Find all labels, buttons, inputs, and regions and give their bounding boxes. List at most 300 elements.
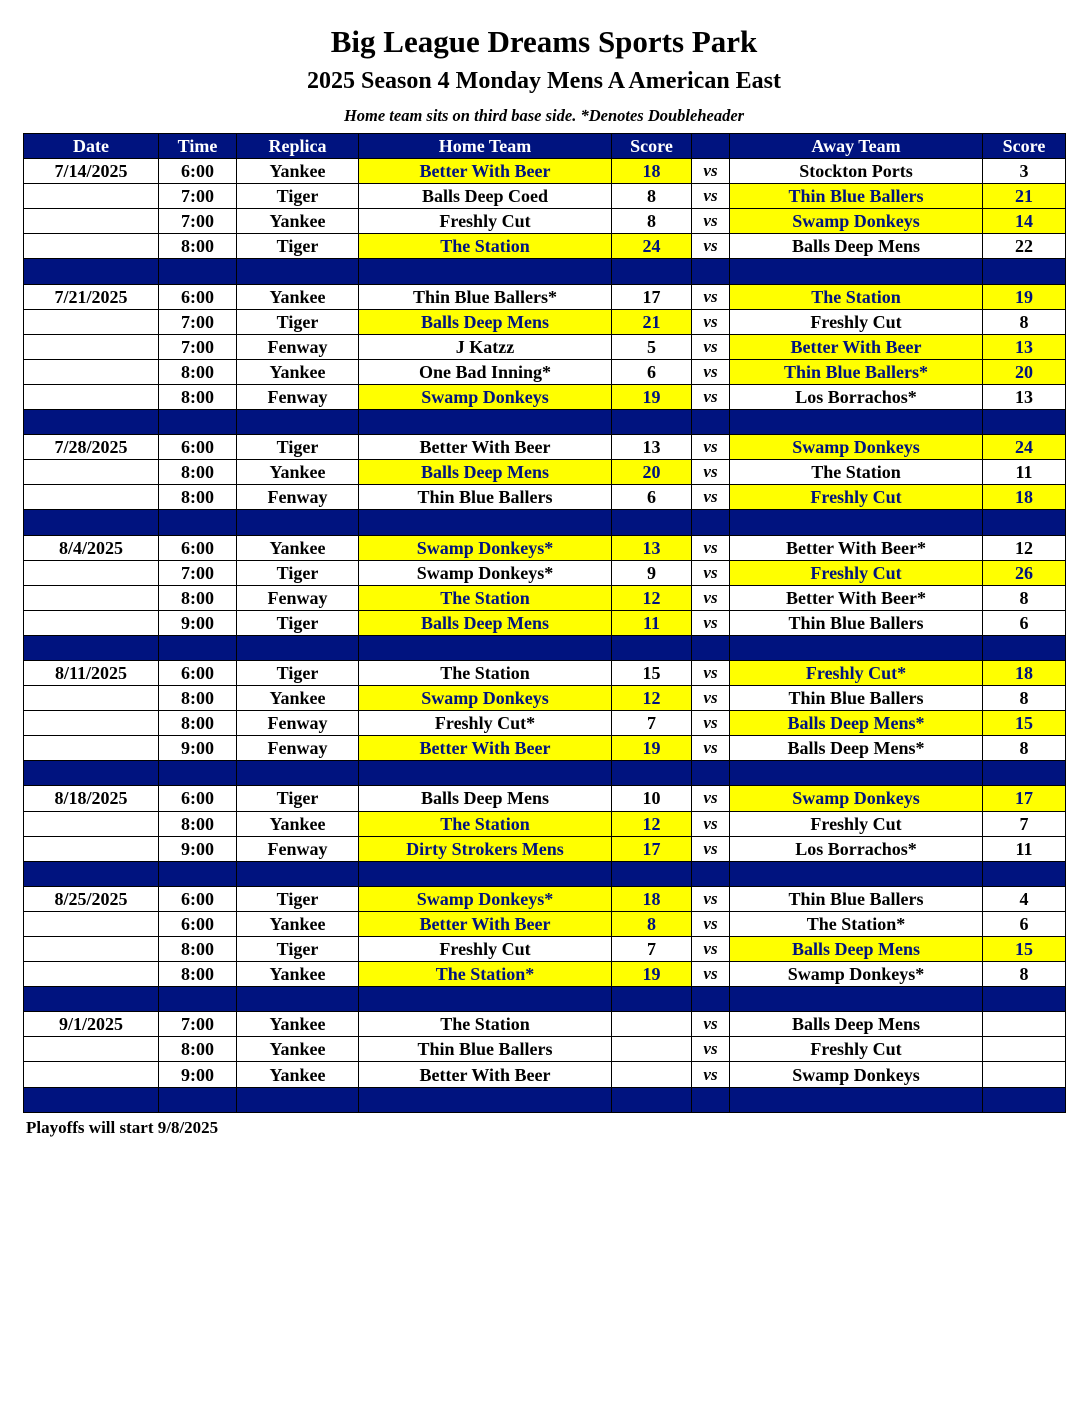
time-cell: 9:00	[159, 610, 237, 635]
replica-cell: Fenway	[237, 836, 359, 861]
replica-cell: Tiger	[237, 435, 359, 460]
table-row	[24, 585, 1066, 610]
table-row	[24, 535, 1066, 560]
vs-cell: vs	[692, 736, 730, 761]
separator-cell	[612, 861, 692, 886]
date-cell	[24, 460, 159, 485]
table-row	[24, 384, 1066, 409]
away-team-cell: Balls Deep Mens*	[730, 711, 983, 736]
vs-cell: vs	[692, 485, 730, 510]
separator-cell	[237, 987, 359, 1012]
away-score-cell: 8	[983, 736, 1066, 761]
separator-cell	[24, 987, 159, 1012]
away-team-cell: Los Borrachos*	[730, 384, 983, 409]
separator-cell	[237, 410, 359, 435]
separator-cell	[983, 635, 1066, 660]
home-team-cell: Better With Beer	[359, 911, 612, 936]
table-row	[24, 485, 1066, 510]
separator-cell	[612, 1087, 692, 1112]
table-row	[24, 1012, 1066, 1037]
separator-cell	[612, 510, 692, 535]
page-title: Big League Dreams Sports Park	[330, 24, 758, 59]
time-cell: 9:00	[159, 836, 237, 861]
date-cell: 7/14/2025	[24, 159, 159, 184]
away-score-cell: 15	[983, 711, 1066, 736]
away-score-cell: 8	[983, 962, 1066, 987]
vs-cell: vs	[692, 309, 730, 334]
home-team-cell: Thin Blue Ballers	[359, 1037, 612, 1062]
playoffs-note: Playoffs will start 9/8/2025	[26, 1118, 219, 1137]
col-home-team-header: Home Team	[359, 134, 612, 159]
table-row	[24, 560, 1066, 585]
table-row	[24, 811, 1066, 836]
time-cell: 8:00	[159, 485, 237, 510]
time-cell: 6:00	[159, 535, 237, 560]
away-score-cell: 8	[983, 309, 1066, 334]
date-cell: 8/18/2025	[24, 786, 159, 811]
away-team-cell: Thin Blue Ballers	[730, 886, 983, 911]
separator-cell	[24, 635, 159, 660]
home-score-cell: 18	[612, 159, 692, 184]
home-score-cell: 7	[612, 937, 692, 962]
separator-cell	[612, 410, 692, 435]
away-team-cell: Freshly Cut	[730, 811, 983, 836]
date-cell	[24, 937, 159, 962]
replica-cell: Tiger	[237, 234, 359, 259]
separator-cell	[159, 410, 237, 435]
separator-cell	[359, 761, 612, 786]
table-row	[24, 1037, 1066, 1062]
separator-cell	[359, 510, 612, 535]
date-cell: 9/1/2025	[24, 1012, 159, 1037]
time-cell: 8:00	[159, 359, 237, 384]
home-score-cell: 19	[612, 962, 692, 987]
table-row	[24, 911, 1066, 936]
home-score-cell: 9	[612, 560, 692, 585]
separator-cell	[730, 1087, 983, 1112]
vs-cell: vs	[692, 159, 730, 184]
table-row	[24, 660, 1066, 685]
separator-cell	[359, 635, 612, 660]
vs-cell: vs	[692, 1037, 730, 1062]
away-score-cell: 21	[983, 184, 1066, 209]
time-cell: 8:00	[159, 384, 237, 409]
table-row	[24, 786, 1066, 811]
home-team-cell: Freshly Cut*	[359, 711, 612, 736]
home-score-cell: 21	[612, 309, 692, 334]
table-row	[24, 937, 1066, 962]
replica-cell: Yankee	[237, 811, 359, 836]
separator-cell	[359, 410, 612, 435]
away-score-cell: 3	[983, 159, 1066, 184]
vs-cell: vs	[692, 460, 730, 485]
date-cell	[24, 309, 159, 334]
away-team-cell: Los Borrachos*	[730, 836, 983, 861]
home-team-cell: Balls Deep Coed	[359, 184, 612, 209]
date-cell	[24, 334, 159, 359]
separator-cell	[24, 1087, 159, 1112]
home-score-cell	[612, 1012, 692, 1037]
vs-cell: vs	[692, 711, 730, 736]
separator-cell	[237, 1087, 359, 1112]
separator-cell	[692, 861, 730, 886]
away-score-cell: 19	[983, 284, 1066, 309]
replica-cell: Tiger	[237, 560, 359, 585]
replica-cell: Fenway	[237, 384, 359, 409]
away-team-cell: Better With Beer	[730, 334, 983, 359]
home-team-cell: Dirty Strokers Mens	[359, 836, 612, 861]
vs-cell: vs	[692, 560, 730, 585]
vs-cell: vs	[692, 1062, 730, 1087]
away-score-cell: 22	[983, 234, 1066, 259]
replica-cell: Yankee	[237, 535, 359, 560]
vs-cell: vs	[692, 209, 730, 234]
separator-cell	[24, 761, 159, 786]
away-score-cell: 18	[983, 660, 1066, 685]
replica-cell: Fenway	[237, 736, 359, 761]
away-score-cell: 13	[983, 334, 1066, 359]
replica-cell: Yankee	[237, 686, 359, 711]
vs-cell: vs	[692, 535, 730, 560]
away-score-cell: 8	[983, 686, 1066, 711]
separator-cell	[612, 987, 692, 1012]
time-cell: 7:00	[159, 334, 237, 359]
date-cell	[24, 686, 159, 711]
separator-row	[24, 259, 1066, 284]
separator-cell	[983, 410, 1066, 435]
separator-cell	[983, 1087, 1066, 1112]
away-team-cell: Stockton Ports	[730, 159, 983, 184]
away-score-cell: 14	[983, 209, 1066, 234]
home-team-cell: Swamp Donkeys*	[359, 560, 612, 585]
time-cell: 8:00	[159, 686, 237, 711]
home-team-cell: Freshly Cut	[359, 209, 612, 234]
home-team-cell: Better With Beer	[359, 1062, 612, 1087]
date-cell	[24, 359, 159, 384]
separator-cell	[730, 861, 983, 886]
separator-row	[24, 635, 1066, 660]
schedule-note: Home team sits on third base side. *Denotes Doubleheader	[343, 106, 745, 125]
home-team-cell: The Station*	[359, 962, 612, 987]
separator-row	[24, 410, 1066, 435]
date-cell	[24, 711, 159, 736]
vs-cell: vs	[692, 384, 730, 409]
vs-cell: vs	[692, 660, 730, 685]
replica-cell: Tiger	[237, 184, 359, 209]
col-vs-header	[692, 134, 730, 159]
away-score-cell: 15	[983, 937, 1066, 962]
separator-row	[24, 861, 1066, 886]
vs-cell: vs	[692, 962, 730, 987]
table-row	[24, 309, 1066, 334]
away-team-cell: Better With Beer*	[730, 585, 983, 610]
vs-cell: vs	[692, 234, 730, 259]
separator-cell	[692, 259, 730, 284]
separator-cell	[730, 510, 983, 535]
date-cell	[24, 610, 159, 635]
away-team-cell: Thin Blue Ballers	[730, 184, 983, 209]
vs-cell: vs	[692, 836, 730, 861]
schedule-table	[23, 133, 1066, 1113]
table-row	[24, 836, 1066, 861]
date-cell	[24, 184, 159, 209]
separator-cell	[359, 987, 612, 1012]
home-team-cell: The Station	[359, 1012, 612, 1037]
home-team-cell: The Station	[359, 811, 612, 836]
table-row	[24, 284, 1066, 309]
date-cell	[24, 962, 159, 987]
home-score-cell: 15	[612, 660, 692, 685]
separator-cell	[730, 635, 983, 660]
time-cell: 8:00	[159, 711, 237, 736]
home-score-cell	[612, 1037, 692, 1062]
home-score-cell: 12	[612, 686, 692, 711]
home-score-cell: 5	[612, 334, 692, 359]
replica-cell: Yankee	[237, 359, 359, 384]
time-cell: 7:00	[159, 184, 237, 209]
separator-cell	[692, 510, 730, 535]
home-team-cell: Freshly Cut	[359, 937, 612, 962]
replica-cell: Yankee	[237, 1012, 359, 1037]
vs-cell: vs	[692, 686, 730, 711]
separator-cell	[237, 635, 359, 660]
col-replica-header: Replica	[237, 134, 359, 159]
home-score-cell	[612, 1062, 692, 1087]
date-cell	[24, 1037, 159, 1062]
home-score-cell: 13	[612, 535, 692, 560]
away-team-cell: Swamp Donkeys	[730, 435, 983, 460]
home-score-cell: 19	[612, 736, 692, 761]
home-score-cell: 18	[612, 886, 692, 911]
away-score-cell: 6	[983, 911, 1066, 936]
home-score-cell: 12	[612, 585, 692, 610]
away-score-cell: 26	[983, 560, 1066, 585]
vs-cell: vs	[692, 911, 730, 936]
date-cell	[24, 811, 159, 836]
time-cell: 8:00	[159, 937, 237, 962]
date-cell	[24, 234, 159, 259]
home-team-cell: Balls Deep Mens	[359, 309, 612, 334]
away-score-cell: 24	[983, 435, 1066, 460]
replica-cell: Fenway	[237, 585, 359, 610]
home-score-cell: 6	[612, 485, 692, 510]
home-score-cell: 11	[612, 610, 692, 635]
replica-cell: Yankee	[237, 460, 359, 485]
separator-cell	[159, 510, 237, 535]
replica-cell: Yankee	[237, 284, 359, 309]
away-team-cell: The Station*	[730, 911, 983, 936]
separator-cell	[237, 861, 359, 886]
table-row	[24, 334, 1066, 359]
home-team-cell: Thin Blue Ballers*	[359, 284, 612, 309]
separator-row	[24, 761, 1066, 786]
home-score-cell: 6	[612, 359, 692, 384]
time-cell: 8:00	[159, 962, 237, 987]
vs-cell: vs	[692, 284, 730, 309]
away-score-cell: 17	[983, 786, 1066, 811]
home-team-cell: J Katzz	[359, 334, 612, 359]
separator-cell	[692, 1087, 730, 1112]
replica-cell: Tiger	[237, 309, 359, 334]
replica-cell: Fenway	[237, 334, 359, 359]
home-team-cell: Swamp Donkeys	[359, 384, 612, 409]
separator-cell	[237, 510, 359, 535]
vs-cell: vs	[692, 886, 730, 911]
home-score-cell: 17	[612, 836, 692, 861]
home-team-cell: Balls Deep Mens	[359, 460, 612, 485]
away-team-cell: Freshly Cut	[730, 309, 983, 334]
separator-cell	[730, 259, 983, 284]
home-team-cell: Better With Beer	[359, 736, 612, 761]
separator-cell	[24, 259, 159, 284]
separator-cell	[612, 635, 692, 660]
time-cell: 8:00	[159, 585, 237, 610]
vs-cell: vs	[692, 334, 730, 359]
table-row	[24, 686, 1066, 711]
away-score-cell	[983, 1012, 1066, 1037]
home-score-cell: 20	[612, 460, 692, 485]
separator-cell	[692, 987, 730, 1012]
away-score-cell: 8	[983, 585, 1066, 610]
separator-cell	[983, 987, 1066, 1012]
separator-cell	[730, 410, 983, 435]
table-row	[24, 711, 1066, 736]
home-team-cell: The Station	[359, 660, 612, 685]
separator-cell	[159, 259, 237, 284]
replica-cell: Fenway	[237, 711, 359, 736]
home-team-cell: One Bad Inning*	[359, 359, 612, 384]
col-away-score-header: Score	[983, 134, 1066, 159]
table-row	[24, 159, 1066, 184]
replica-cell: Fenway	[237, 485, 359, 510]
time-cell: 6:00	[159, 660, 237, 685]
home-score-cell: 24	[612, 234, 692, 259]
separator-cell	[159, 1087, 237, 1112]
date-cell	[24, 736, 159, 761]
home-score-cell: 12	[612, 811, 692, 836]
separator-cell	[24, 861, 159, 886]
home-team-cell: The Station	[359, 234, 612, 259]
col-date-header: Date	[24, 134, 159, 159]
replica-cell: Yankee	[237, 962, 359, 987]
away-team-cell: Freshly Cut*	[730, 660, 983, 685]
time-cell: 7:00	[159, 209, 237, 234]
time-cell: 6:00	[159, 886, 237, 911]
vs-cell: vs	[692, 359, 730, 384]
replica-cell: Tiger	[237, 660, 359, 685]
away-team-cell: Thin Blue Ballers*	[730, 359, 983, 384]
away-team-cell: Balls Deep Mens	[730, 937, 983, 962]
home-team-cell: Thin Blue Ballers	[359, 485, 612, 510]
away-score-cell: 20	[983, 359, 1066, 384]
date-cell	[24, 585, 159, 610]
away-team-cell: Balls Deep Mens*	[730, 736, 983, 761]
away-score-cell	[983, 1062, 1066, 1087]
vs-cell: vs	[692, 786, 730, 811]
time-cell: 8:00	[159, 1037, 237, 1062]
home-team-cell: Balls Deep Mens	[359, 610, 612, 635]
separator-row	[24, 987, 1066, 1012]
away-team-cell: Swamp Donkeys	[730, 786, 983, 811]
table-row	[24, 460, 1066, 485]
time-cell: 8:00	[159, 234, 237, 259]
home-team-cell: Better With Beer	[359, 159, 612, 184]
away-score-cell: 6	[983, 610, 1066, 635]
date-cell	[24, 911, 159, 936]
separator-row	[24, 510, 1066, 535]
vs-cell: vs	[692, 610, 730, 635]
table-row	[24, 610, 1066, 635]
date-cell	[24, 384, 159, 409]
separator-cell	[612, 761, 692, 786]
time-cell: 7:00	[159, 309, 237, 334]
date-cell: 8/25/2025	[24, 886, 159, 911]
page-subtitle: 2025 Season 4 Monday Mens A American East	[306, 68, 782, 94]
away-team-cell: Balls Deep Mens	[730, 1012, 983, 1037]
separator-cell	[159, 987, 237, 1012]
home-team-cell: Swamp Donkeys	[359, 686, 612, 711]
col-time-header: Time	[159, 134, 237, 159]
separator-row	[24, 1087, 1066, 1112]
time-cell: 6:00	[159, 911, 237, 936]
separator-cell	[24, 510, 159, 535]
away-team-cell: Balls Deep Mens	[730, 234, 983, 259]
away-score-cell: 4	[983, 886, 1066, 911]
home-score-cell: 8	[612, 209, 692, 234]
table-row	[24, 184, 1066, 209]
vs-cell: vs	[692, 811, 730, 836]
replica-cell: Tiger	[237, 886, 359, 911]
separator-cell	[159, 635, 237, 660]
home-score-cell: 10	[612, 786, 692, 811]
time-cell: 6:00	[159, 284, 237, 309]
time-cell: 6:00	[159, 786, 237, 811]
table-row	[24, 962, 1066, 987]
table-row	[24, 234, 1066, 259]
home-team-cell: Better With Beer	[359, 435, 612, 460]
date-cell: 8/4/2025	[24, 535, 159, 560]
time-cell: 7:00	[159, 1012, 237, 1037]
replica-cell: Tiger	[237, 937, 359, 962]
table-row	[24, 1062, 1066, 1087]
away-team-cell: Thin Blue Ballers	[730, 610, 983, 635]
table-row	[24, 736, 1066, 761]
away-score-cell: 11	[983, 836, 1066, 861]
date-cell	[24, 1062, 159, 1087]
away-score-cell	[983, 1037, 1066, 1062]
separator-cell	[983, 259, 1066, 284]
home-score-cell: 17	[612, 284, 692, 309]
home-score-cell: 8	[612, 184, 692, 209]
table-row	[24, 209, 1066, 234]
separator-cell	[359, 259, 612, 284]
time-cell: 9:00	[159, 1062, 237, 1087]
replica-cell: Yankee	[237, 1037, 359, 1062]
separator-cell	[692, 761, 730, 786]
col-home-score-header: Score	[612, 134, 692, 159]
home-score-cell: 19	[612, 384, 692, 409]
separator-cell	[159, 761, 237, 786]
replica-cell: Yankee	[237, 209, 359, 234]
away-team-cell: The Station	[730, 284, 983, 309]
home-score-cell: 13	[612, 435, 692, 460]
home-team-cell: Balls Deep Mens	[359, 786, 612, 811]
date-cell: 8/11/2025	[24, 660, 159, 685]
home-team-cell: Swamp Donkeys*	[359, 886, 612, 911]
away-score-cell: 13	[983, 384, 1066, 409]
replica-cell: Yankee	[237, 911, 359, 936]
home-score-cell: 8	[612, 911, 692, 936]
